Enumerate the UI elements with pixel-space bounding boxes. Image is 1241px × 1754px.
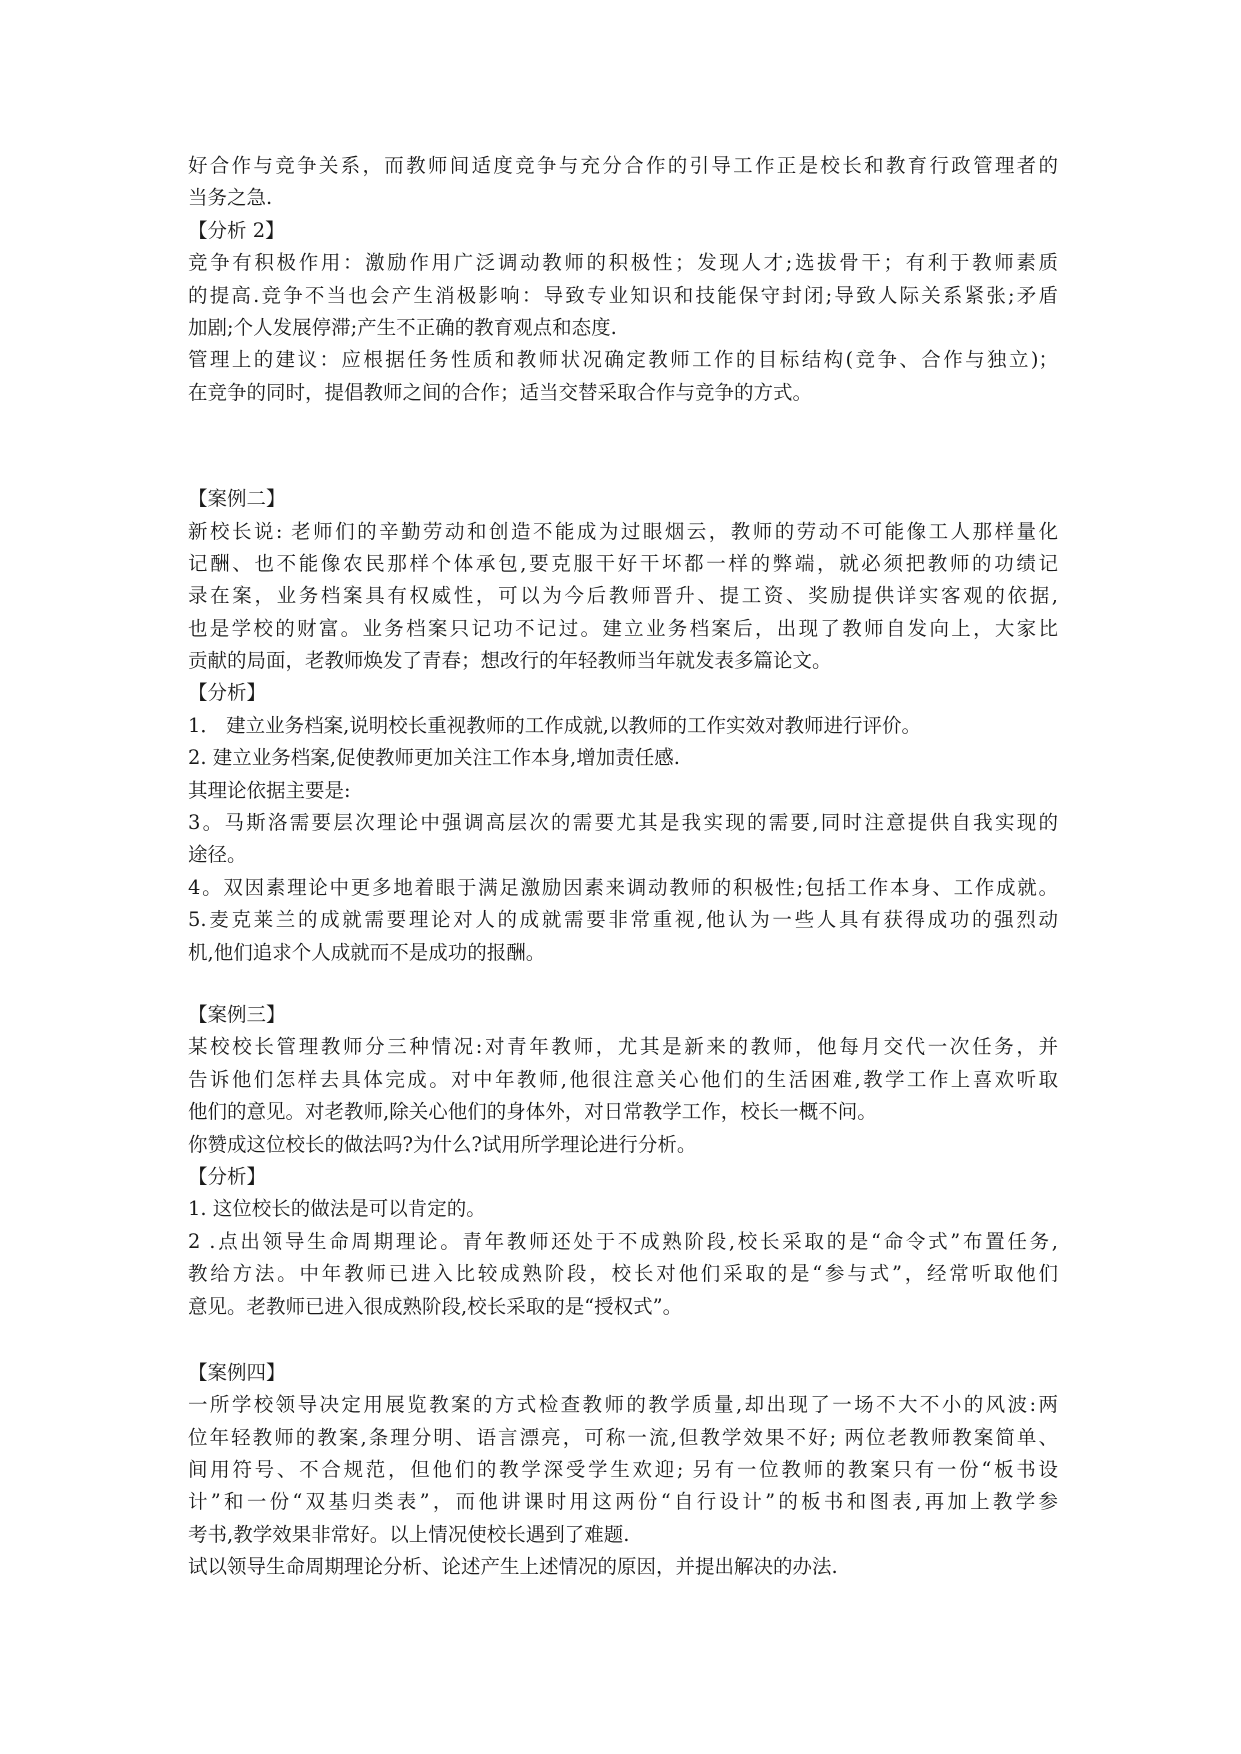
text-line: 4。双因素理论中更多地着眼于满足激励因素来调动教师的积极性;包括工作本身、工作成就。: [188, 875, 1058, 899]
text-line: 你赞成这位校长的做法吗?为什么?试用所学理论进行分析。: [188, 1132, 697, 1156]
case4-heading: 【案例四】: [188, 1360, 286, 1384]
case3-analysis-body: [188, 1193, 1058, 1323]
case2-heading: 【案例二】: [188, 487, 286, 511]
text-line: 机,他们追求个人成就而不是成功的报酬。: [188, 940, 546, 964]
spacer: [188, 1323, 1058, 1357]
text-line: 的提高.竞争不当也会产生消极影响：导致专业知识和技能保守封闭;导致人际关系紧张;矛盾: [188, 283, 1058, 307]
text-line: 录在案，业务档案具有权威性，可以为今后教师晋升、提工资、奖励提供详实客观的依据,: [188, 584, 1058, 608]
text-line: 记酬、也不能像农民那样个体承包,要克服干好干坏都一样的弊端，就必须把教师的功绩记: [188, 551, 1058, 575]
text-line: 意见。老教师已进入很成熟阶段,校长采取的是“授权式”。: [188, 1294, 683, 1318]
text-line: 告诉他们怎样去具体完成。对中年教师,他很注意关心他们的生活困难,教学工作上喜欢听取: [188, 1067, 1058, 1091]
text-line: 加剧;个人发展停滞;产生不正确的教育观点和态度.: [188, 315, 617, 339]
text-line: 位年轻教师的教案,条理分明、语言漂亮，可称一流,但教学效果不好; 两位老教师教案简单、: [188, 1425, 1058, 1449]
text-line: 也是学校的财富。业务档案只记功不记过。建立业务档案后，出现了教师自发向上，大家比: [188, 616, 1058, 640]
text-line: 管理上的建议：应根据任务性质和教师状况确定教师工作的目标结构(竞争、合作与独立)；: [188, 348, 1058, 372]
spacer: [188, 409, 1058, 483]
text-line: 在竞争的同时，提倡教师之间的合作；适当交替采取合作与竞争的方式。: [188, 380, 813, 404]
text-line: 2. 建立业务档案,促使教师更加关注工作本身,增加责任感.: [188, 746, 680, 770]
text-line: 1． 建立业务档案,说明校长重视教师的工作成就,以教师的工作实效对教师进行评价。: [188, 713, 922, 737]
text-line: 贡献的局面，老教师焕发了青春；想改行的年轻教师当年就发表多篇论文。: [188, 649, 832, 673]
case2-body: [188, 516, 1058, 678]
case3-heading: 【案例三】: [188, 1002, 286, 1026]
text-line: 途径。: [188, 843, 247, 867]
text-line: 新校长说: 老师们的辛勤劳动和创造不能成为过眼烟云，教师的劳动不可能像工人那样量化: [188, 519, 1058, 543]
analysis-2-heading: 【分析 2】: [188, 218, 285, 242]
text-line: 考书,教学效果非常好。以上情况使校长遇到了难题.: [188, 1522, 630, 1546]
text-line: 间用符号、不合规范，但他们的教学深受学生欢迎; 另有一位教师的教案只有一份“板书设: [188, 1458, 1058, 1482]
text-line: 一所学校领导决定用展览教案的方式检查教师的教学质量,却出现了一场不大不小的风波:两: [188, 1393, 1058, 1417]
text-line: 计”和一份“双基归类表”，而他讲课时用这两份“自行设计”的板书和图表,再加上教学参: [188, 1490, 1058, 1514]
text-line: 教给方法。中年教师已进入比较成熟阶段，校长对他们采取的是“参与式”，经常听取他们: [188, 1262, 1058, 1286]
text-line: 竞争有积极作用：激励作用广泛调动教师的积极性；发现人才;选拔骨干；有利于教师素质: [188, 251, 1058, 275]
text-line: 他们的意见。对老教师,除关心他们的身体外，对日常教学工作，校长一概不问。: [188, 1100, 877, 1124]
text-line: 试以领导生命周期理论分析、论述产生上述情况的原因，并提出解决的办法.: [188, 1555, 838, 1579]
text-line: 当务之急.: [188, 186, 273, 210]
text-line: 5.麦克莱兰的成就需要理论对人的成就需要非常重视,他认为一些人具有获得成功的强烈动: [188, 908, 1058, 932]
document-page: [188, 150, 1058, 1584]
text-line: 好合作与竞争关系，而教师间适度竞争与充分合作的引导工作正是校长和教育行政管理者的: [188, 154, 1058, 177]
case3-analysis-heading: 【分析】: [188, 1164, 267, 1188]
spacer: [188, 969, 1058, 999]
text-line: 3。马斯洛需要层次理论中强调高层次的需要尤其是我实现的需要,同时注意提供自我实现的: [188, 811, 1058, 835]
case4-body: [188, 1389, 1058, 1583]
case3-body: [188, 1031, 1058, 1161]
case2-analysis-body: [188, 710, 1058, 969]
analysis-2-body: [188, 247, 1058, 409]
text-line: 2 .点出领导生命周期理论。青年教师还处于不成熟阶段,校长采取的是“命令式”布置任务,: [188, 1229, 1058, 1253]
text-line: 其理论依据主要是:: [188, 778, 351, 802]
text-line: 某校校长管理教师分三种情况:对青年教师，尤其是新来的教师，他每月交代一次任务，并: [188, 1035, 1058, 1059]
case2-analysis-heading: 【分析】: [188, 681, 267, 705]
text-line: 1. 这位校长的做法是可以肯定的。: [188, 1197, 486, 1221]
section1-paragraph: [188, 150, 1058, 215]
